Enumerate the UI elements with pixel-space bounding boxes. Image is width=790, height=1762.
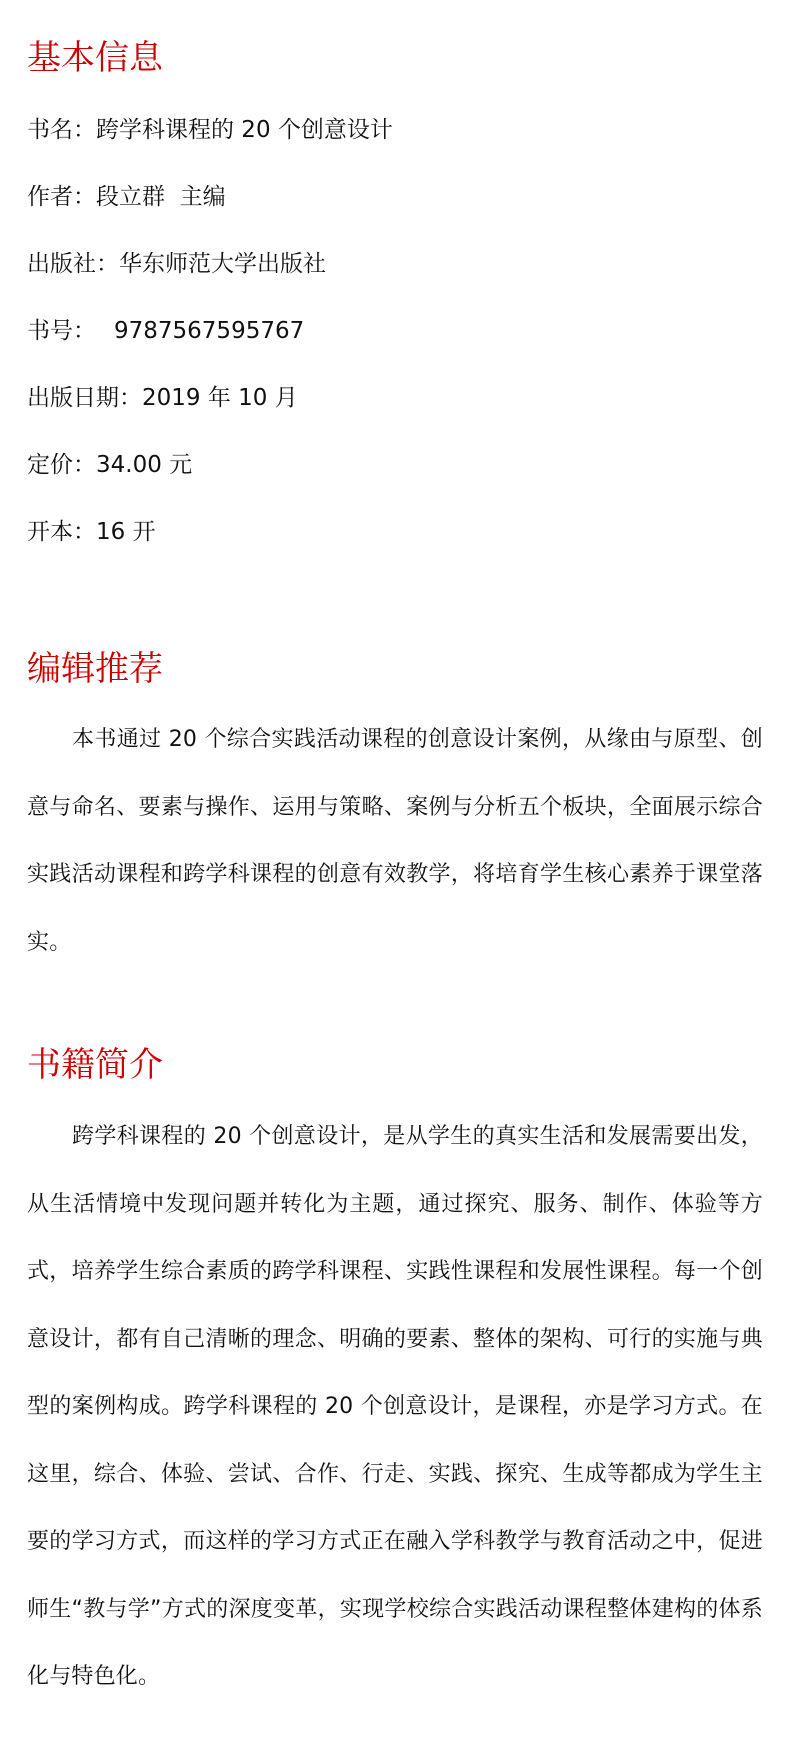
publisher-label: 出版社： (27, 251, 119, 277)
publisher-line (27, 249, 326, 279)
author-value: 段立群 主编 (96, 184, 226, 210)
format-label: 开本： (27, 519, 96, 545)
isbn-value: 9787567595767 (114, 318, 305, 344)
format-line (27, 517, 156, 547)
editor-recommendation-text: 本书通过 20 个综合实践活动课程的创意设计案例，从缘由与原型、创意与命名、要素与操作、运用与策略、案例与分析五个板块，全面展示综合实践活动课程和跨学科课程的创意有效教学，将培育学生核心素养于课堂落实。 (27, 727, 763, 955)
publish-date-line (27, 383, 298, 413)
book-intro-heading: 书籍简介 (27, 1045, 163, 1085)
price-line (27, 450, 192, 480)
book-intro-text: 跨学科课程的 20 个创意设计，是从学生的真实生活和发展需要出发，从生活情境中发现问题并转化为主题，通过探究、服务、制作、体验等方式，培养学生综合素质的跨学科课程、实践性课程和发展性课程。每一个创意设计，都有自己清晰的理念、明确的要素、整体的架构、可行的实施与典型的案例构成。跨学科课程的 20 个创意设计，是课程，亦是学习方式。在这里，综合、体验、尝试、合作、行走、实践、探究、生成等都成为学生主要的学习方式，而这样的学习方式正在融入学科教学与教育活动之中，促进师生“教与学”方式的深度变革，实现学校综合实践活动课程整体建构的体系化与特色化。 (27, 1124, 763, 1689)
basic-info-heading: 基本信息 (27, 38, 163, 78)
isbn-label: 书号： (27, 318, 96, 344)
author-line (27, 182, 226, 212)
author-label: 作者： (27, 184, 96, 210)
publish-date-label: 出版日期： (27, 385, 142, 411)
book-title-label: 书名： (27, 117, 96, 143)
isbn-line (27, 316, 304, 346)
publish-date-value: 2019 年 10 月 (142, 385, 298, 411)
publisher-value: 华东师范大学出版社 (119, 251, 326, 277)
book-title-line (27, 115, 393, 145)
book-title-value: 跨学科课程的 20 个创意设计 (96, 117, 393, 143)
editor-recommendation-heading: 编辑推荐 (27, 649, 163, 689)
price-label: 定价： (27, 452, 96, 478)
format-value: 16 开 (96, 519, 156, 545)
price-value: 34.00 元 (96, 452, 193, 478)
